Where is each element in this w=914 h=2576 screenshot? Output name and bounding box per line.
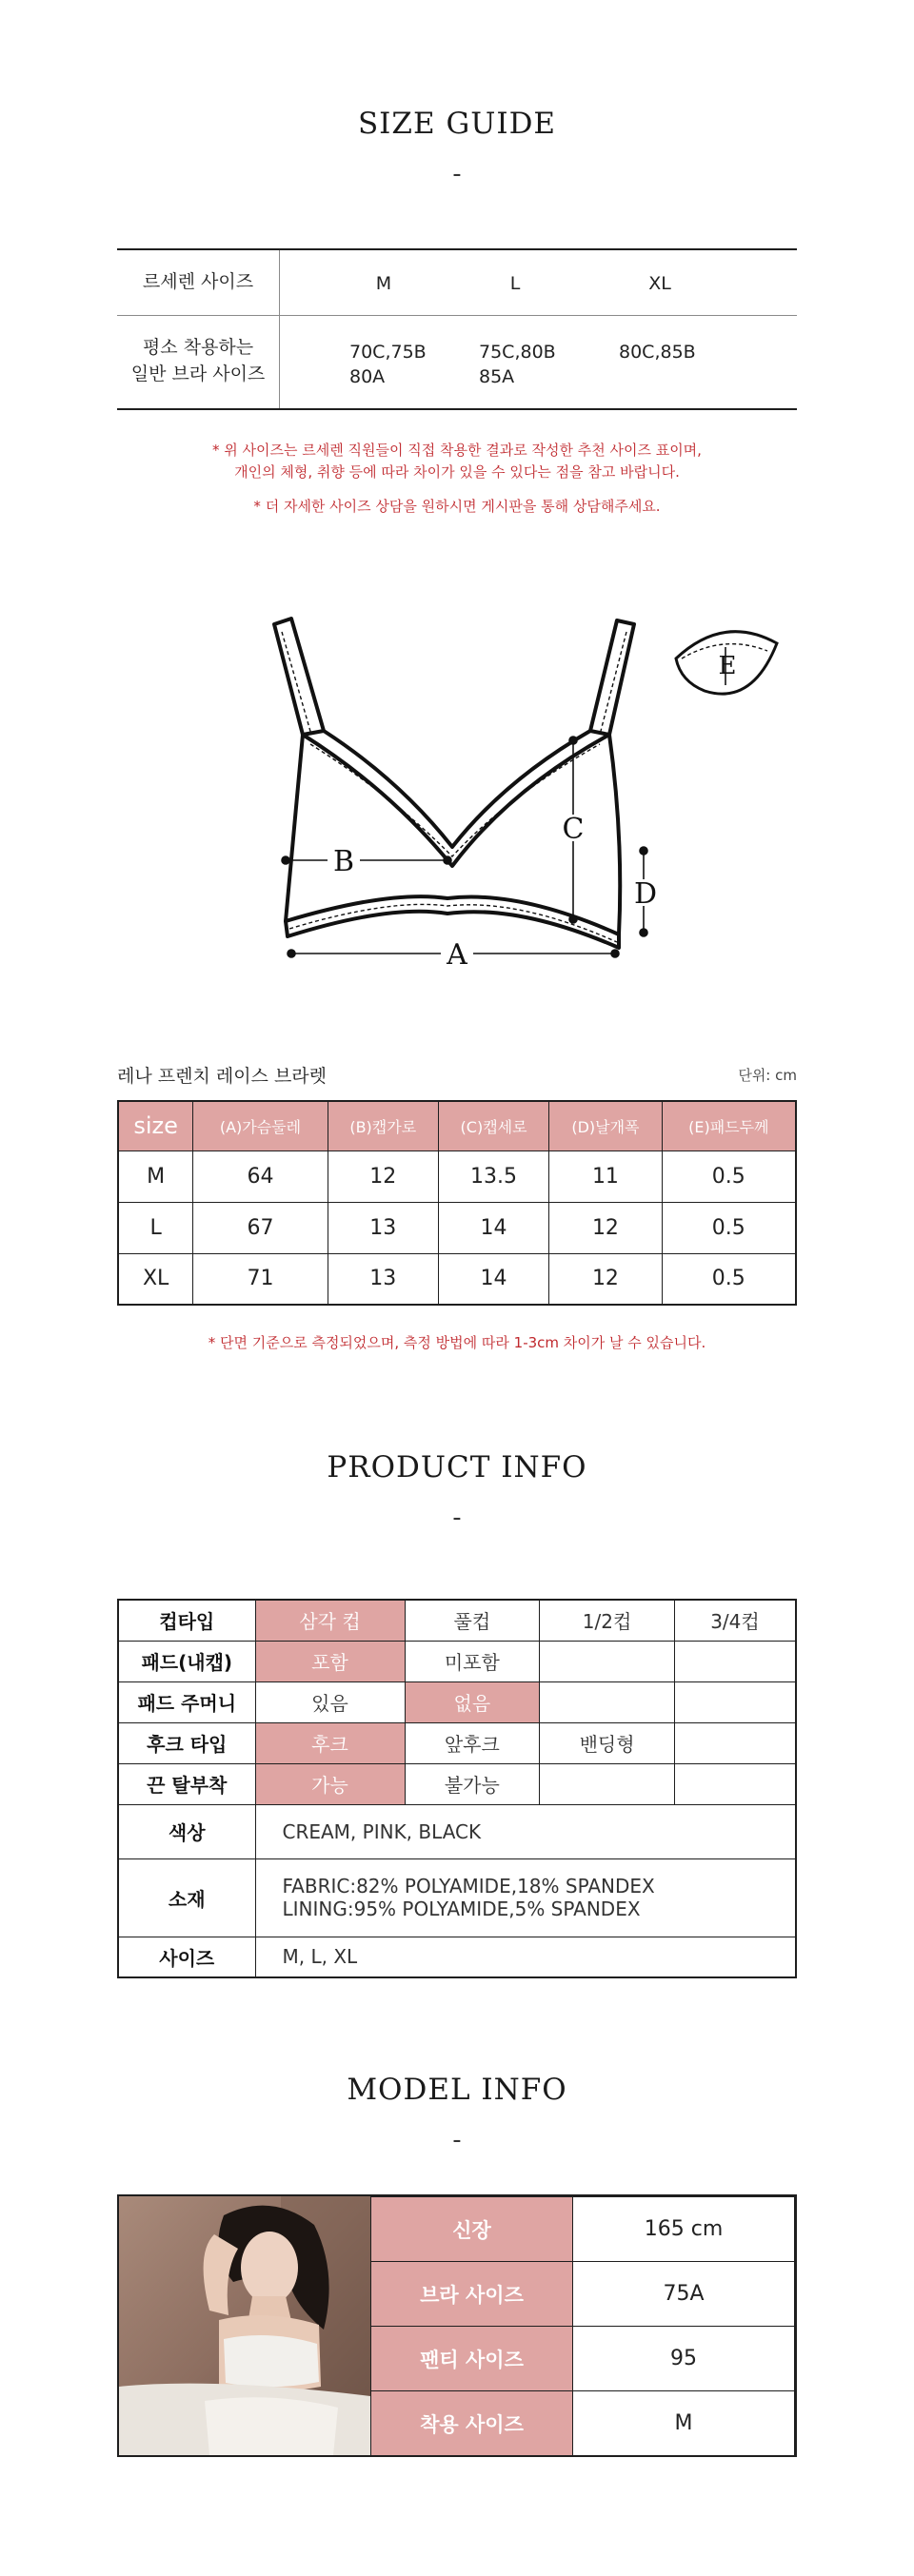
bra-size-l-line2: 85A [479, 366, 515, 387]
bra-size-m-line2: 80A [349, 366, 386, 387]
product-info-table [117, 1599, 797, 1978]
cell: 13 [328, 1253, 438, 1305]
model-value-height: 165 cm [573, 2197, 795, 2262]
cell: 11 [549, 1150, 662, 1202]
option-cell: 미포함 [405, 1641, 540, 1681]
label-a: A [447, 938, 467, 972]
cell: 12 [549, 1253, 662, 1305]
header-d: (D)날개폭 [549, 1101, 662, 1150]
table-header-row [118, 1101, 796, 1150]
option-cell: 3/4컵 [674, 1600, 796, 1641]
cell: M [118, 1150, 193, 1202]
table-row [118, 1202, 796, 1253]
header-size: size [118, 1101, 193, 1150]
option-cell-selected: 가능 [255, 1763, 405, 1804]
option-cell [540, 1681, 675, 1722]
table-row [371, 2197, 795, 2262]
material-value [255, 1858, 796, 1937]
option-cell-selected: 포함 [255, 1641, 405, 1681]
model-value-wearing-size: M [573, 2391, 795, 2456]
table-row [118, 1641, 796, 1681]
row-label-bra-size-line2: 일반 브라 사이즈 [130, 364, 266, 384]
color-value: CREAM, PINK, BLACK [255, 1804, 796, 1858]
header-a: (A)가슴둘레 [193, 1101, 328, 1150]
table-row [118, 1150, 796, 1202]
row-label-material: 소재 [118, 1858, 255, 1937]
table-row [371, 2262, 795, 2327]
row-label-color: 색상 [118, 1804, 255, 1858]
header-b: (B)캡가로 [328, 1101, 438, 1150]
model-info-dash: - [452, 2126, 462, 2154]
table-row [118, 1763, 796, 1804]
option-cell: 있음 [255, 1681, 405, 1722]
model-info-title: MODEL INFO [347, 2073, 567, 2107]
cell: 12 [328, 1150, 438, 1202]
option-cell-selected: 삼각 컵 [255, 1600, 405, 1641]
measurement-table [117, 1100, 797, 1306]
cell: XL [118, 1253, 193, 1305]
size-cell-xl: XL [648, 273, 671, 294]
cell: 13 [328, 1202, 438, 1253]
cell: 0.5 [662, 1150, 796, 1202]
row-label-size: 사이즈 [118, 1937, 255, 1977]
option-cell [674, 1722, 796, 1763]
bra-size-m-line1: 70C,75B [349, 342, 427, 363]
option-cell: 1/2컵 [540, 1600, 675, 1641]
bra-measurement-diagram [0, 0, 914, 1047]
cell: 12 [549, 1202, 662, 1253]
unit-label: 단위: cm [738, 1067, 797, 1084]
row-label-leseren-size: 르세렌 사이즈 [142, 271, 254, 292]
option-cell [540, 1763, 675, 1804]
header-e: (E)패드두께 [662, 1101, 796, 1150]
size-note-line2: 개인의 체형, 취향 등에 따라 차이가 있을 수 있다는 점을 참고 바랍니다. [234, 463, 680, 481]
row-label-cup-type: 컵타입 [118, 1600, 255, 1641]
model-key-height: 신장 [371, 2197, 573, 2262]
model-key-panty-size: 팬티 사이즈 [371, 2327, 573, 2391]
label-e: E [718, 652, 737, 680]
product-name: 레나 프렌치 레이스 브라렛 [117, 1066, 328, 1087]
row-label-hook-type: 후크 타입 [118, 1722, 255, 1763]
row-label-pad-pocket: 패드 주머니 [118, 1681, 255, 1722]
model-key-wearing-size: 착용 사이즈 [371, 2391, 573, 2456]
bra-size-xl-line1: 80C,85B [619, 342, 696, 363]
model-value-bra-size: 75A [573, 2262, 795, 2327]
cell: 0.5 [662, 1202, 796, 1253]
table-row [118, 1937, 796, 1977]
material-line1: FABRIC:82% POLYAMIDE,18% SPANDEX [282, 1875, 655, 1898]
label-c: C [562, 813, 585, 846]
option-cell-selected: 후크 [255, 1722, 405, 1763]
option-cell: 밴딩형 [540, 1722, 675, 1763]
row-label-strap: 끈 탈부착 [118, 1763, 255, 1804]
size-note-line3: * 더 자세한 사이즈 상담을 원하시면 게시판을 통해 상담해주세요. [253, 498, 661, 515]
cell: 64 [193, 1150, 328, 1202]
table-row [118, 1600, 796, 1641]
cell: 71 [193, 1253, 328, 1305]
option-cell [674, 1763, 796, 1804]
size-note-line1: * 위 사이즈는 르세렌 직원들이 직접 착용한 결과로 작성한 추천 사이즈 표이며, [212, 442, 702, 459]
bra-size-l-line1: 75C,80B [479, 342, 556, 363]
option-cell [674, 1641, 796, 1681]
table-row [118, 1722, 796, 1763]
cell: 14 [438, 1202, 548, 1253]
product-info-dash: - [452, 1504, 462, 1532]
cell: 14 [438, 1253, 548, 1305]
material-line2: LINING:95% POLYAMIDE,5% SPANDEX [282, 1898, 641, 1920]
model-photo [119, 2196, 370, 2455]
option-cell: 풀컵 [405, 1600, 540, 1641]
cell: 13.5 [438, 1150, 548, 1202]
model-value-panty-size: 95 [573, 2327, 795, 2391]
table-row [118, 1681, 796, 1722]
row-label-pad: 패드(내캡) [118, 1641, 255, 1681]
cell: 67 [193, 1202, 328, 1253]
table-row [371, 2327, 795, 2391]
option-cell: 불가능 [405, 1763, 540, 1804]
product-info-title: PRODUCT INFO [327, 1450, 587, 1485]
measurement-note: * 단면 기준으로 측정되었으며, 측정 방법에 따라 1-3cm 차이가 날 수 있습니다. [208, 1334, 706, 1351]
cell: L [118, 1202, 193, 1253]
model-info-table [370, 2196, 795, 2456]
table-row [118, 1253, 796, 1305]
row-label-bra-size-line1: 평소 착용하는 [142, 337, 254, 358]
size-guide-title: SIZE GUIDE [357, 107, 557, 141]
size-value: M, L, XL [255, 1937, 796, 1977]
size-cell-m: M [375, 273, 392, 294]
table-row [118, 1858, 796, 1937]
size-guide-dash: - [452, 160, 462, 188]
table-row [371, 2391, 795, 2456]
table-row [118, 1804, 796, 1858]
label-b: B [332, 845, 355, 878]
option-cell: 앞후크 [405, 1722, 540, 1763]
option-cell-selected: 없음 [405, 1681, 540, 1722]
option-cell [540, 1641, 675, 1681]
size-cell-l: L [509, 273, 521, 294]
option-cell [674, 1681, 796, 1722]
label-d: D [633, 877, 658, 911]
cell: 0.5 [662, 1253, 796, 1305]
header-c: (C)캡세로 [438, 1101, 548, 1150]
model-info-box [117, 2194, 797, 2457]
model-key-bra-size: 브라 사이즈 [371, 2262, 573, 2327]
